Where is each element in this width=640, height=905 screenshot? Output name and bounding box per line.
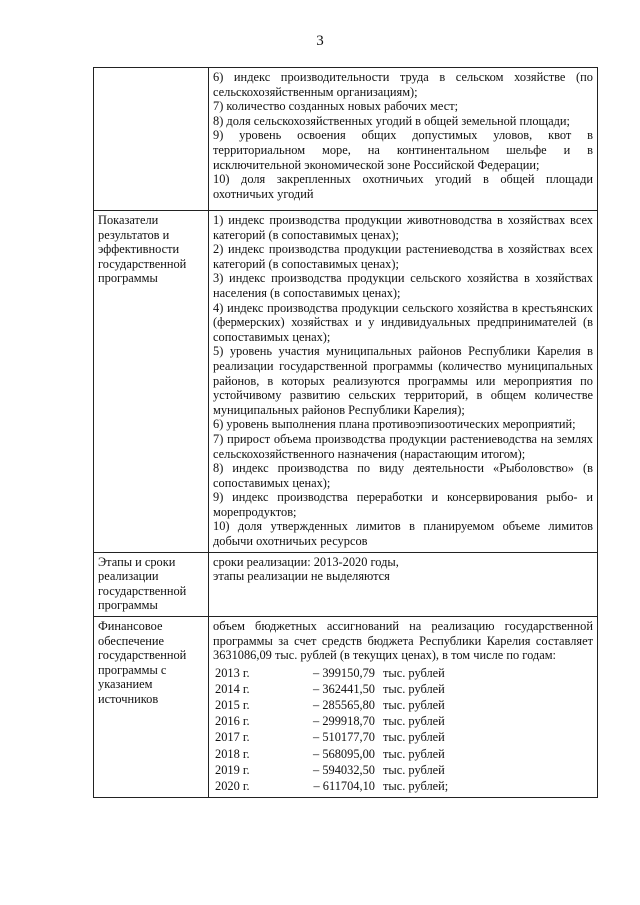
row-value [209,68,598,211]
list-item: 1) индекс производства продукции животноводства в хозяйствах всех категорий (в сопоставимых ценах); [213,213,593,242]
year: 2019 г. [215,762,250,777]
finance-year-row [213,681,593,697]
table-row [94,211,598,553]
row-label: Этапы и сроки реализации государственной программы [94,552,209,616]
row-value [209,617,598,798]
list-item: 8) доля сельскохозяйственных угодий в общей земельной площади; [213,113,570,128]
finance-year-row [213,665,593,681]
finance-year-row [213,697,593,713]
unit: тыс. рублей [383,665,445,680]
unit: тыс. рублей [383,730,445,745]
row-value [209,552,598,616]
list-item: 9) индекс производства переработки и консервирования рыбо- и морепродуктов; [213,490,593,519]
list-item: 5) уровень участия муниципальных районов Республики Карелия в реализации государственной программы (количество муниципальных районов, в которых реализуются программы или мероприятия по устойчивому развитию сельских территорий, в общем количестве муниципальных районов Республики Карелия); [213,344,593,417]
finance-intro: объем бюджетных ассигнований на реализацию государственной программы за счет средств бюджета Республики Карелия составляет 3631086,09 тыс. рублей (в текущих ценах), в том числе по годам: [213,619,593,663]
page-number: 3 [316,33,324,49]
year: 2017 г. [215,730,250,745]
finance-year-row [213,730,593,746]
amount: – 594032,50 [313,762,375,777]
list-item: сроки реализации: 2013-2020 годы, [213,554,399,569]
table-row [94,552,598,616]
year: 2015 г. [215,697,250,712]
year: 2016 г. [215,714,250,729]
amount: – 285565,80 [313,697,375,712]
list-item: 9) уровень освоения общих допустимых уловов, квот в территориальном море, на континентальном шельфе и в исключительной экономической зоне Российской Федерации; [213,128,593,172]
amount: – 299918,70 [313,714,375,729]
year: 2018 г. [215,746,250,761]
finance-year-row [213,713,593,729]
finance-years-list [213,665,593,795]
program-passport-table [93,67,598,798]
list-item: 6) уровень выполнения плана противоэпизоотических мероприятий; [213,417,576,432]
unit: тыс. рублей [383,681,445,696]
amount: – 362441,50 [313,681,375,696]
unit: тыс. рублей [383,762,445,777]
unit: тыс. рублей [383,714,445,729]
row-label [94,68,209,211]
table-row [94,617,598,798]
unit: тыс. рублей; [383,778,449,793]
amount: – 611704,10 [313,778,375,793]
unit: тыс. рублей [383,746,445,761]
list-item: 3) индекс производства продукции сельского хозяйства в хозяйствах населения (в сопоставимых ценах); [213,271,593,300]
amount: – 399150,79 [313,665,375,680]
row-label: Показатели результатов и эффективности государственной программы [94,211,209,553]
year: 2020 г. [215,778,250,793]
row-value [209,211,598,553]
list-item: этапы реализации не выделяются [213,569,390,584]
amount: – 510177,70 [313,730,375,745]
year: 2013 г. [215,665,250,680]
list-item: 7) количество созданных новых рабочих мест; [213,99,459,114]
finance-year-row [213,746,593,762]
row-label: Финансовое обеспечение государственной программы с указанием источников [94,617,209,798]
list-item: 7) прирост объема производства продукции растениеводства на землях сельскохозяйственного назначения (нарастающим итогом); [213,431,593,461]
finance-year-row [213,778,593,794]
amount: – 568095,00 [313,746,375,761]
list-item: 10) доля утвержденных лимитов в планируемом объеме лимитов добычи охотничьих ресурсов [213,519,593,549]
unit: тыс. рублей [383,697,445,712]
year: 2014 г. [215,681,250,696]
list-item: 4) индекс производства продукции сельского хозяйства в крестьянских (фермерских) хозяйствах и у индивидуальных предпринимателей (в сопоставимых ценах); [213,300,593,344]
table-row [94,68,598,211]
list-item: 6) индекс производительности труда в сельском хозяйстве (по сельскохозяйственным организациям); [213,70,593,99]
list-item: 2) индекс производства продукции растениеводства в хозяйствах всех категорий (в сопоставимых ценах); [213,242,593,271]
finance-year-row [213,762,593,778]
list-item: 8) индекс производства по виду деятельности «Рыболовство» (в сопоставимых ценах); [213,461,593,490]
list-item: 10) доля закрепленных охотничьих угодий в общей площади охотничьих угодий [213,172,593,201]
